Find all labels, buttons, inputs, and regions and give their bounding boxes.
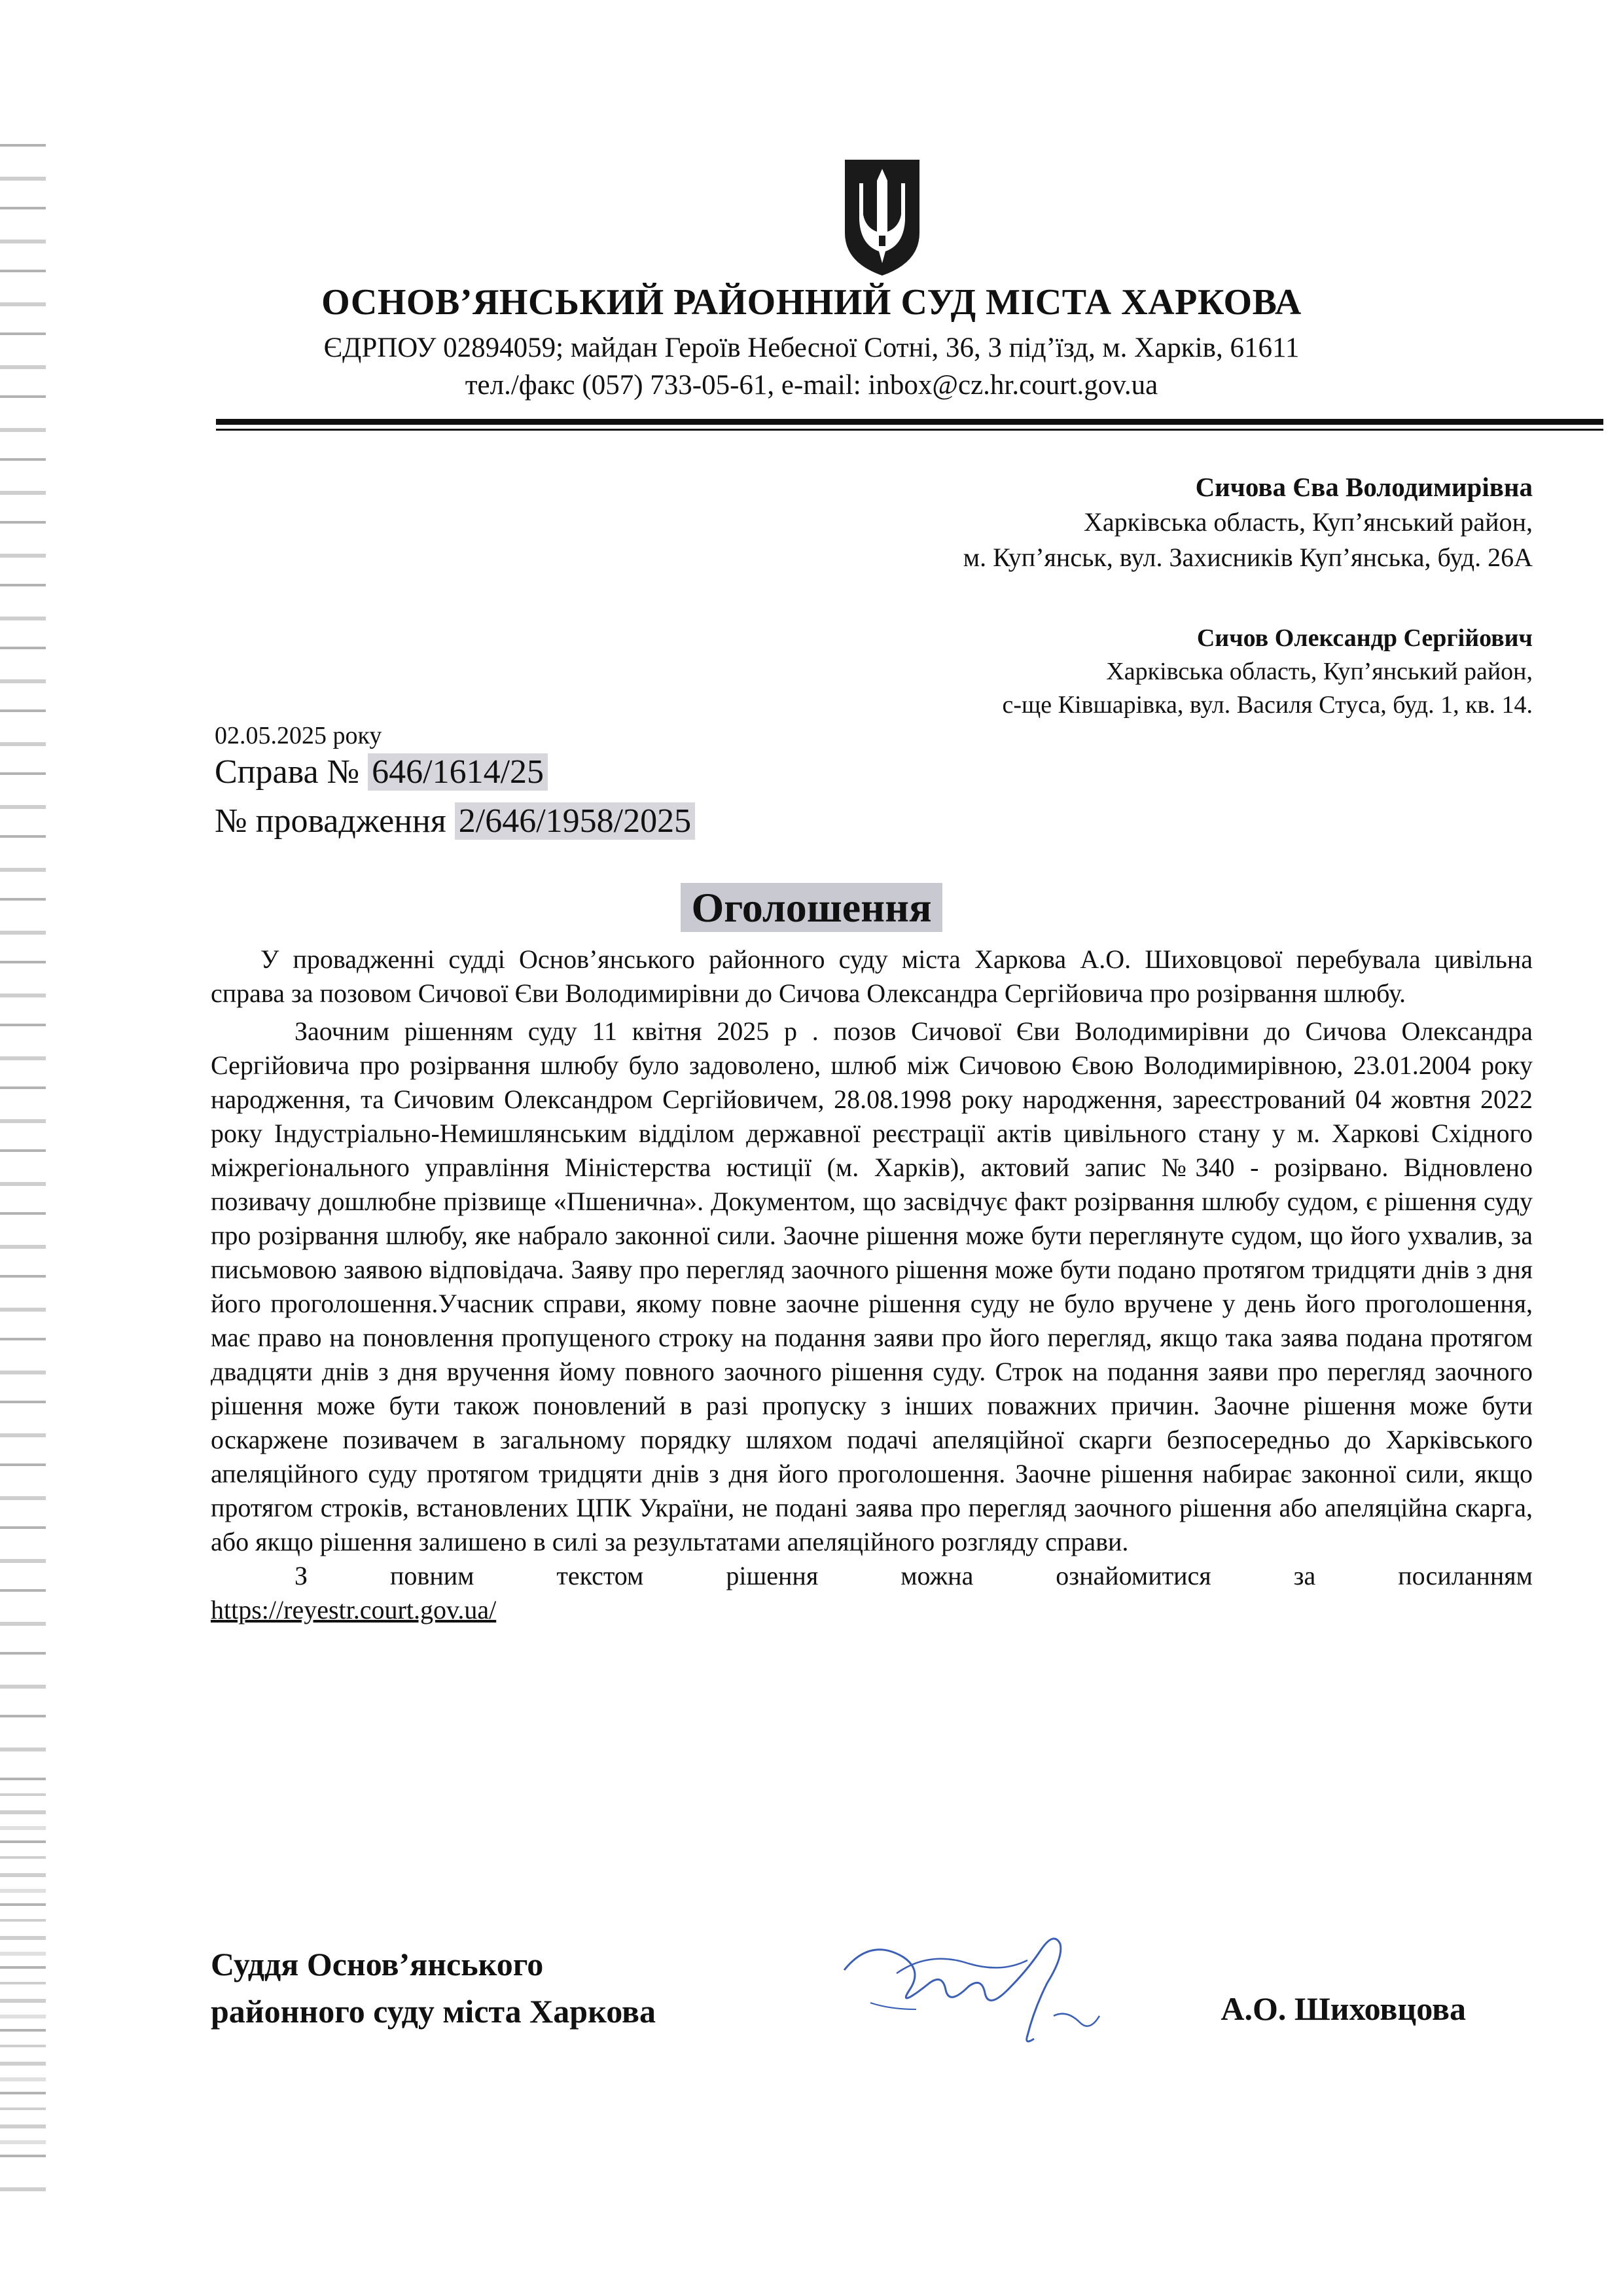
recipient-address-line: Харківська область, Куп’янський район,	[1106, 658, 1533, 685]
notice-heading-text: Оголошення	[681, 883, 942, 932]
judge-name: А.О. Шиховцова	[1221, 1990, 1466, 2027]
recipient-name: Сичова Єва Володимирівна	[1195, 472, 1533, 502]
proceeding-number: 2/646/1958/2025	[455, 802, 695, 840]
proceeding-number-line	[215, 802, 695, 840]
case-number: 646/1614/25	[368, 753, 548, 791]
document-date: 02.05.2025 року	[215, 722, 382, 749]
header-divider-thin	[216, 429, 1603, 431]
court-contacts: тел./факс (057) 733-05-61, e-mail: inbox@cz.hr.court.gov.ua	[465, 370, 1158, 401]
scan-artifact	[0, 1767, 46, 2160]
court-address: ЄДРПОУ 02894059; майдан Героїв Небесної Сотні, 36, 3 під’їзд, м. Харків, 61611	[323, 332, 1300, 363]
judge-title	[211, 1941, 656, 2035]
recipient-address-line: м. Куп’янськ, вул. Захисників Куп’янська, буд. 26А	[963, 543, 1533, 572]
notice-paragraph: З повним текстом рішення можна ознайомитися за посиланням	[294, 1561, 1533, 1590]
notice-body	[211, 942, 1533, 1627]
recipient-address-line: Харківська область, Куп’янський район,	[1084, 507, 1533, 537]
judge-title-line: районного суду міста Харкова	[211, 1993, 656, 2030]
handwritten-signature	[831, 1911, 1171, 2055]
notice-paragraph: У провадженні судді Основ’янського районного суду міста Харкова А.О. Шиховцової перебувала цивільна справа за позовом Сичової Єви Володимирівни до Сичова Олександра Сергійовича про розірвання шлюбу.	[211, 944, 1533, 1008]
case-label: Справа №	[215, 753, 360, 791]
proceeding-label: № провадження	[215, 802, 446, 840]
coat-of-arms-icon	[840, 154, 925, 279]
recipient-address-line: с-ще Ківшарівка, вул. Василя Стуса, буд. 1, кв. 14.	[1002, 691, 1533, 719]
recipient-block	[963, 469, 1533, 575]
court-name: ОСНОВ’ЯНСЬКИЙ РАЙОННИЙ СУД МІСТА ХАРКОВА	[321, 282, 1302, 323]
recipient-name: Сичов Олександр Сергійович	[1196, 624, 1533, 652]
recipient-block	[1002, 622, 1533, 722]
registry-link[interactable]: https://reyestr.court.gov.ua/	[211, 1595, 497, 1624]
header-divider	[216, 419, 1603, 425]
case-number-line	[215, 753, 548, 791]
notice-heading	[0, 884, 1623, 932]
notice-paragraph: Заочним рішенням суду 11 квітня 2025 р . позов Сичової Єви Володимирівни до Сичова Олександра Сергійовича про розірвання шлюбу було задоволено, шлюб між Сичовою Євою Володимирівною, 23.01.2004 року народження, та Сичовим Олександром Сергійовичем, 28.08.1998 року народження, зареєстрований 04 жовтня 2022 року Індустріально-Немишлянським відділом державної реєстрації актів цивільного стану у м. Харкові Східного міжрегіонального управління Міністерства юстиції (м. Харків), актовий запис №340 - розірвано. Відновлено позивачу дошлюбне прізвище «Пшенична». Документом, що засвідчує факт розірвання шлюбу судом, є рішення суду про розірвання шлюбу, яке набрало законної сили. Заочне рішення може бути переглянуте судом, що його ухвалив, за письмовою заявою відповідача. Заяву про перегляд заочного рішення може бути подано протягом тридцяти днів з дня його проголошення.Учасник справи, якому повне заочне рішення суду не було вручене у день його проголошення, має право на поновлення пропущеного строку на подання заяви про його перегляд, якщо така заява подана протягом двадцяти днів з дня вручення йому повного заочного рішення суду. Строк на подання заяви про перегляд заочного рішення може бути також поновлений в разі пропуску з інших поважних причин. Заочне рішення може бути оскаржене позивачем в загальному порядку шляхом подачі апеляційної скарги безпосередньо до Харківського апеляційного суду протягом тридцяти днів з дня його проголошення. Заочне рішення набирає законної сили, якщо протягом строків, встановлених ЦПК України, не подані заява про перегляд заочного рішення або апеляційна скарга, або якщо рішення залишено в силі за результатами апеляційного розгляду справи.	[211, 1016, 1533, 1556]
judge-title-line: Суддя Основ’янського	[211, 1946, 544, 1982]
